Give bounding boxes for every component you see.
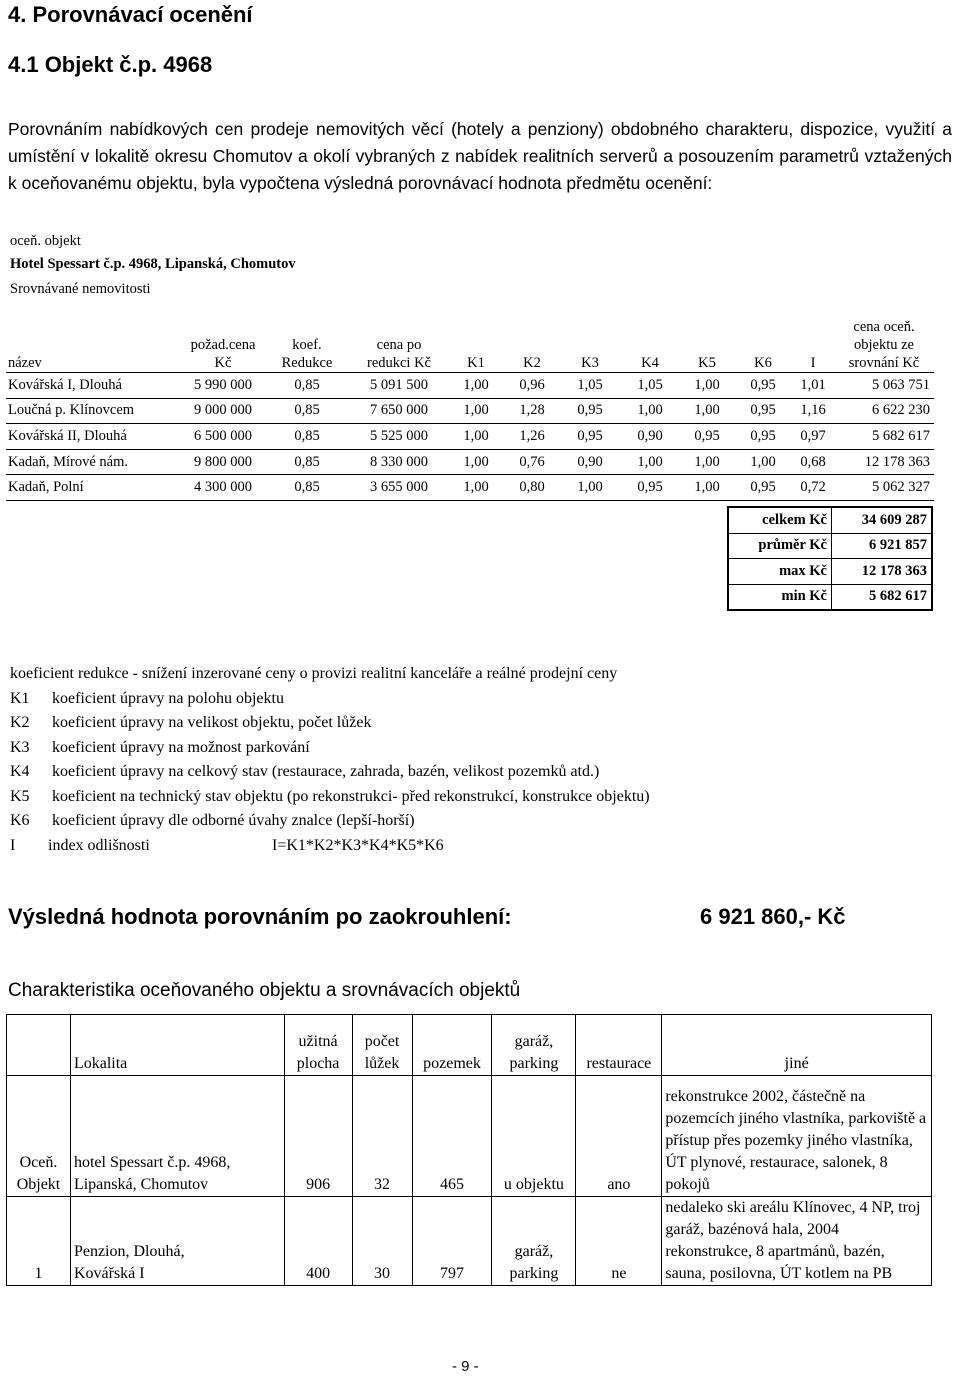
header-text: užitná xyxy=(298,1033,338,1050)
legend-text: koeficient úpravy dle odborné úvahy znalce (lepší-horší) xyxy=(52,812,415,829)
col-header-price xyxy=(182,302,264,373)
cell-price: 4 300 000 xyxy=(194,479,252,496)
cell-reduced: 5 091 500 xyxy=(370,376,428,393)
cell-coef: 0,85 xyxy=(294,402,320,419)
legend-text: koeficient úpravy na celkový stav (restaurace, zahrada, bazén, velikost pozemků atd.) xyxy=(52,763,600,780)
cell-k2: 1,28 xyxy=(519,402,545,419)
col-header-lokalita: Lokalita xyxy=(70,1015,284,1076)
cell-text: parking xyxy=(509,1265,559,1282)
result-label: Výsledná hodnota porovnáním po zaokrouhlení: xyxy=(8,904,512,929)
cell-text: Lipanská, Chomutov xyxy=(73,1176,209,1193)
cell-id xyxy=(7,1076,71,1197)
header-text: počet xyxy=(364,1033,400,1050)
summary-table xyxy=(727,506,933,611)
summary-value: 6 921 857 xyxy=(832,533,933,559)
cell-k2: 1,26 xyxy=(519,427,545,444)
legend-index xyxy=(10,834,650,859)
cell-k4: 1,05 xyxy=(637,376,663,393)
col-header-k5: K5 xyxy=(698,355,716,371)
col-header-plocha xyxy=(284,1015,352,1076)
col-header-result xyxy=(834,302,934,373)
legend-item xyxy=(10,711,650,736)
cell-name: Kovářská I, Dlouhá xyxy=(8,376,122,393)
header-text: Kč xyxy=(214,355,232,371)
cell-garaz xyxy=(492,1076,576,1197)
cell-text: u objektu xyxy=(503,1176,564,1193)
cell-reduced: 3 655 000 xyxy=(370,479,428,496)
table-row xyxy=(6,373,934,399)
cell-plocha: 906 xyxy=(284,1076,352,1197)
cell-garaz xyxy=(492,1197,576,1286)
legend-code: K4 xyxy=(10,763,30,780)
cell-k5: 0,95 xyxy=(694,427,720,444)
cell-reduced: 8 330 000 xyxy=(370,453,428,470)
cell-name: Loučná p. Klínovcem xyxy=(8,402,135,419)
cell-text: garáž, xyxy=(514,1243,554,1260)
cell-text: Objekt xyxy=(16,1176,61,1193)
col-header-name xyxy=(6,302,182,373)
table-row xyxy=(6,449,934,475)
summary-label: průměr Kč xyxy=(728,533,832,559)
cell-k3: 0,95 xyxy=(577,427,603,444)
cell-k5: 1,00 xyxy=(694,402,720,419)
characteristics-table xyxy=(6,1014,932,1286)
legend-formula: I=K1*K2*K3*K4*K5*K6 xyxy=(272,836,444,854)
cell-pozemek: 465 xyxy=(412,1076,492,1197)
col-header-k1: K1 xyxy=(467,355,485,371)
characteristics-header-row xyxy=(7,1015,932,1076)
legend-item xyxy=(10,736,650,761)
summary-value: 34 609 287 xyxy=(832,507,933,533)
cell-text: 1 xyxy=(34,1265,43,1282)
table-row xyxy=(6,475,934,501)
cell-k1: 1,00 xyxy=(463,376,489,393)
cell-k6: 0,95 xyxy=(750,402,776,419)
cell-lokalita xyxy=(70,1197,284,1286)
cell-luzek: 32 xyxy=(352,1076,412,1197)
col-header-id xyxy=(7,1015,71,1076)
legend-item xyxy=(10,760,650,785)
page-number: - 9 - xyxy=(452,1358,479,1375)
characteristics-title: Charakteristika oceňovaného objektu a srovnávacích objektů xyxy=(8,980,521,1001)
header-text: plocha xyxy=(296,1055,340,1072)
table-row xyxy=(6,398,934,424)
cell-k1: 1,00 xyxy=(463,402,489,419)
cell-k4: 1,00 xyxy=(637,402,663,419)
header-text: lůžek xyxy=(364,1055,400,1072)
coefficient-legend xyxy=(10,662,650,858)
table-row xyxy=(6,424,934,450)
cell-restaurace: ano xyxy=(576,1076,662,1197)
legend-text: index odlišnosti xyxy=(48,836,150,854)
col-header-restaurace: restaurace xyxy=(576,1015,662,1076)
cell-luzek: 30 xyxy=(352,1197,412,1286)
header-text: Redukce xyxy=(281,355,333,371)
cell-id xyxy=(7,1197,71,1286)
cell-k3: 1,00 xyxy=(577,479,603,496)
cell-k2: 0,80 xyxy=(519,479,545,496)
legend-item xyxy=(10,687,650,712)
cell-k3: 0,90 xyxy=(577,453,603,470)
cell-k6: 0,95 xyxy=(750,479,776,496)
summary-row-total xyxy=(728,507,932,533)
cell-k6: 0,95 xyxy=(750,376,776,393)
cell-k3: 1,05 xyxy=(577,376,603,393)
cell-reduced: 7 650 000 xyxy=(370,402,428,419)
cell-coef: 0,85 xyxy=(294,479,320,496)
cell-restaurace: ne xyxy=(576,1197,662,1286)
legend-code: K6 xyxy=(10,812,30,829)
summary-label: max Kč xyxy=(728,559,832,585)
legend-text: koeficient na technický stav objektu (po rekonstrukci- před rekonstrukcí, konstrukce objektu) xyxy=(52,787,650,805)
result-value: 6 921 860,- Kč xyxy=(700,904,846,929)
cell-result: 5 682 617 xyxy=(872,427,930,444)
legend-code: K3 xyxy=(10,738,30,756)
col-header-k2: K2 xyxy=(523,355,541,371)
cell-k5: 1,00 xyxy=(694,453,720,470)
col-header-garaz xyxy=(492,1015,576,1076)
cell-price: 9 000 000 xyxy=(194,402,252,419)
cell-k3: 0,95 xyxy=(577,402,603,419)
cell-result: 12 178 363 xyxy=(864,453,930,470)
cell-text: hotel Spessart č.p. 4968, xyxy=(73,1154,231,1171)
cell-lokalita xyxy=(70,1076,284,1197)
cell-k5: 1,00 xyxy=(694,376,720,393)
table-row xyxy=(7,1197,932,1286)
summary-value: 5 682 617 xyxy=(832,584,933,610)
subsection-heading: 4.1 Objekt č.p. 4968 xyxy=(8,52,213,77)
cell-pozemek: 797 xyxy=(412,1197,492,1286)
col-header-pozemek: pozemek xyxy=(412,1015,492,1076)
table-row xyxy=(7,1076,932,1197)
cell-plocha: 400 xyxy=(284,1197,352,1286)
cell-coef: 0,85 xyxy=(294,427,320,444)
col-header-jine: jiné xyxy=(662,1015,932,1076)
cell-k4: 0,90 xyxy=(637,427,663,444)
col-header-k6: K6 xyxy=(754,355,772,371)
col-header-luzek xyxy=(352,1015,412,1076)
header-text: cena po xyxy=(376,337,422,353)
cell-name: Kadaň, Mírové nám. xyxy=(8,453,128,470)
cell-price: 6 500 000 xyxy=(194,427,252,444)
cell-text: Oceň. xyxy=(19,1154,58,1171)
legend-reduction: koeficient redukce - snížení inzerované ceny o provizi realitní kanceláře a reálné prodejní ceny xyxy=(10,665,618,682)
cell-result: 6 622 230 xyxy=(872,402,930,419)
cell-reduced: 5 525 000 xyxy=(370,427,428,444)
cell-k5: 1,00 xyxy=(694,479,720,496)
header-text: redukci Kč xyxy=(366,355,431,371)
comparison-table xyxy=(6,302,934,501)
cell-index: 0,72 xyxy=(800,479,826,496)
cell-k6: 1,00 xyxy=(750,453,776,470)
col-header-k3: K3 xyxy=(581,355,599,371)
cell-text: Penzion, Dlouhá, xyxy=(73,1243,185,1260)
summary-row-average xyxy=(728,533,932,559)
intro-paragraph: Porovnáním nabídkových cen prodeje nemovitých věcí (hotely a penziony) obdobného charakteru, dispozice, využití a umístění v lokalitě okresu Chomutov a okolí vybraných z nabídek realitních serverů a posouzením parametrů vztažených k oceňovanému objektu, byla vypočtena výsledná porovnávací hodnota předmětu ocenění: xyxy=(8,119,952,193)
cell-jine: rekonstrukce 2002, částečně na pozemcích jiného vlastníka, parkoviště a přístup přes pozemky jiného vlastníka, ÚT plynové, restaurace, salonek, 8 pokojů xyxy=(662,1076,932,1197)
cell-coef: 0,85 xyxy=(294,376,320,393)
compared-label: Srovnávané nemovitosti xyxy=(10,281,151,297)
header-text: srovnání Kč xyxy=(848,355,920,371)
col-header-k4: K4 xyxy=(641,355,659,371)
legend-code: I xyxy=(10,836,16,854)
legend-text: koeficient úpravy na možnost parkování xyxy=(52,738,310,756)
section-heading: 4. Porovnávací ocenění xyxy=(8,2,253,27)
cell-k1: 1,00 xyxy=(463,479,489,496)
cell-text: Kovářská I xyxy=(73,1265,145,1282)
summary-row-max xyxy=(728,559,932,585)
cell-name: Kovářská II, Dlouhá xyxy=(8,427,127,444)
object-label: oceň. objekt xyxy=(10,233,81,249)
header-text: koef. xyxy=(292,337,322,353)
header-text: cena oceň. xyxy=(853,319,915,335)
cell-result: 5 062 327 xyxy=(872,479,930,496)
cell-k2: 0,76 xyxy=(519,453,545,470)
header-text: garáž, xyxy=(514,1033,554,1050)
legend-text: koeficient úpravy na velikost objektu, počet lůžek xyxy=(52,714,372,731)
legend-item xyxy=(10,809,650,834)
legend-code: K2 xyxy=(10,714,30,731)
summary-label: celkem Kč xyxy=(728,507,832,533)
cell-k4: 1,00 xyxy=(637,453,663,470)
cell-k2: 0,96 xyxy=(519,376,545,393)
summary-row-min xyxy=(728,584,932,610)
cell-jine: nedaleko ski areálu Klínovec, 4 NP, troj garáž, bazénová hala, 2004 rekonstrukce, 8 apartmánů, bazén, sauna, posilovna, ÚT kotlem na PB xyxy=(662,1197,932,1286)
cell-name: Kadaň, Polní xyxy=(8,479,84,496)
cell-price: 9 800 000 xyxy=(194,453,252,470)
cell-k1: 1,00 xyxy=(463,427,489,444)
legend-code: K5 xyxy=(10,787,30,805)
object-name: Hotel Spessart č.p. 4968, Lipanská, Chomutov xyxy=(10,256,296,272)
cell-k4: 0,95 xyxy=(637,479,663,496)
cell-price: 5 990 000 xyxy=(194,376,252,393)
cell-index: 0,68 xyxy=(800,453,826,470)
cell-k6: 0,95 xyxy=(750,427,776,444)
summary-value: 12 178 363 xyxy=(832,559,933,585)
header-text: objektu ze xyxy=(854,337,914,353)
col-header-reduced xyxy=(350,302,448,373)
comparison-header-row xyxy=(6,302,934,373)
cell-coef: 0,85 xyxy=(294,453,320,470)
legend-item xyxy=(10,785,650,810)
cell-index: 1,01 xyxy=(800,376,826,393)
header-text: požad.cena xyxy=(190,337,256,353)
cell-k1: 1,00 xyxy=(463,453,489,470)
header-text: název xyxy=(8,355,42,371)
legend-text: koeficient úpravy na polohu objektu xyxy=(52,689,284,707)
cell-index: 1,16 xyxy=(800,402,826,419)
cell-index: 0,97 xyxy=(800,427,826,444)
header-text: parking xyxy=(509,1055,559,1072)
summary-label: min Kč xyxy=(728,584,832,610)
legend-code: K1 xyxy=(10,689,30,707)
col-header-coef xyxy=(264,302,350,373)
col-header-index: I xyxy=(810,355,816,371)
cell-result: 5 063 751 xyxy=(872,376,930,393)
